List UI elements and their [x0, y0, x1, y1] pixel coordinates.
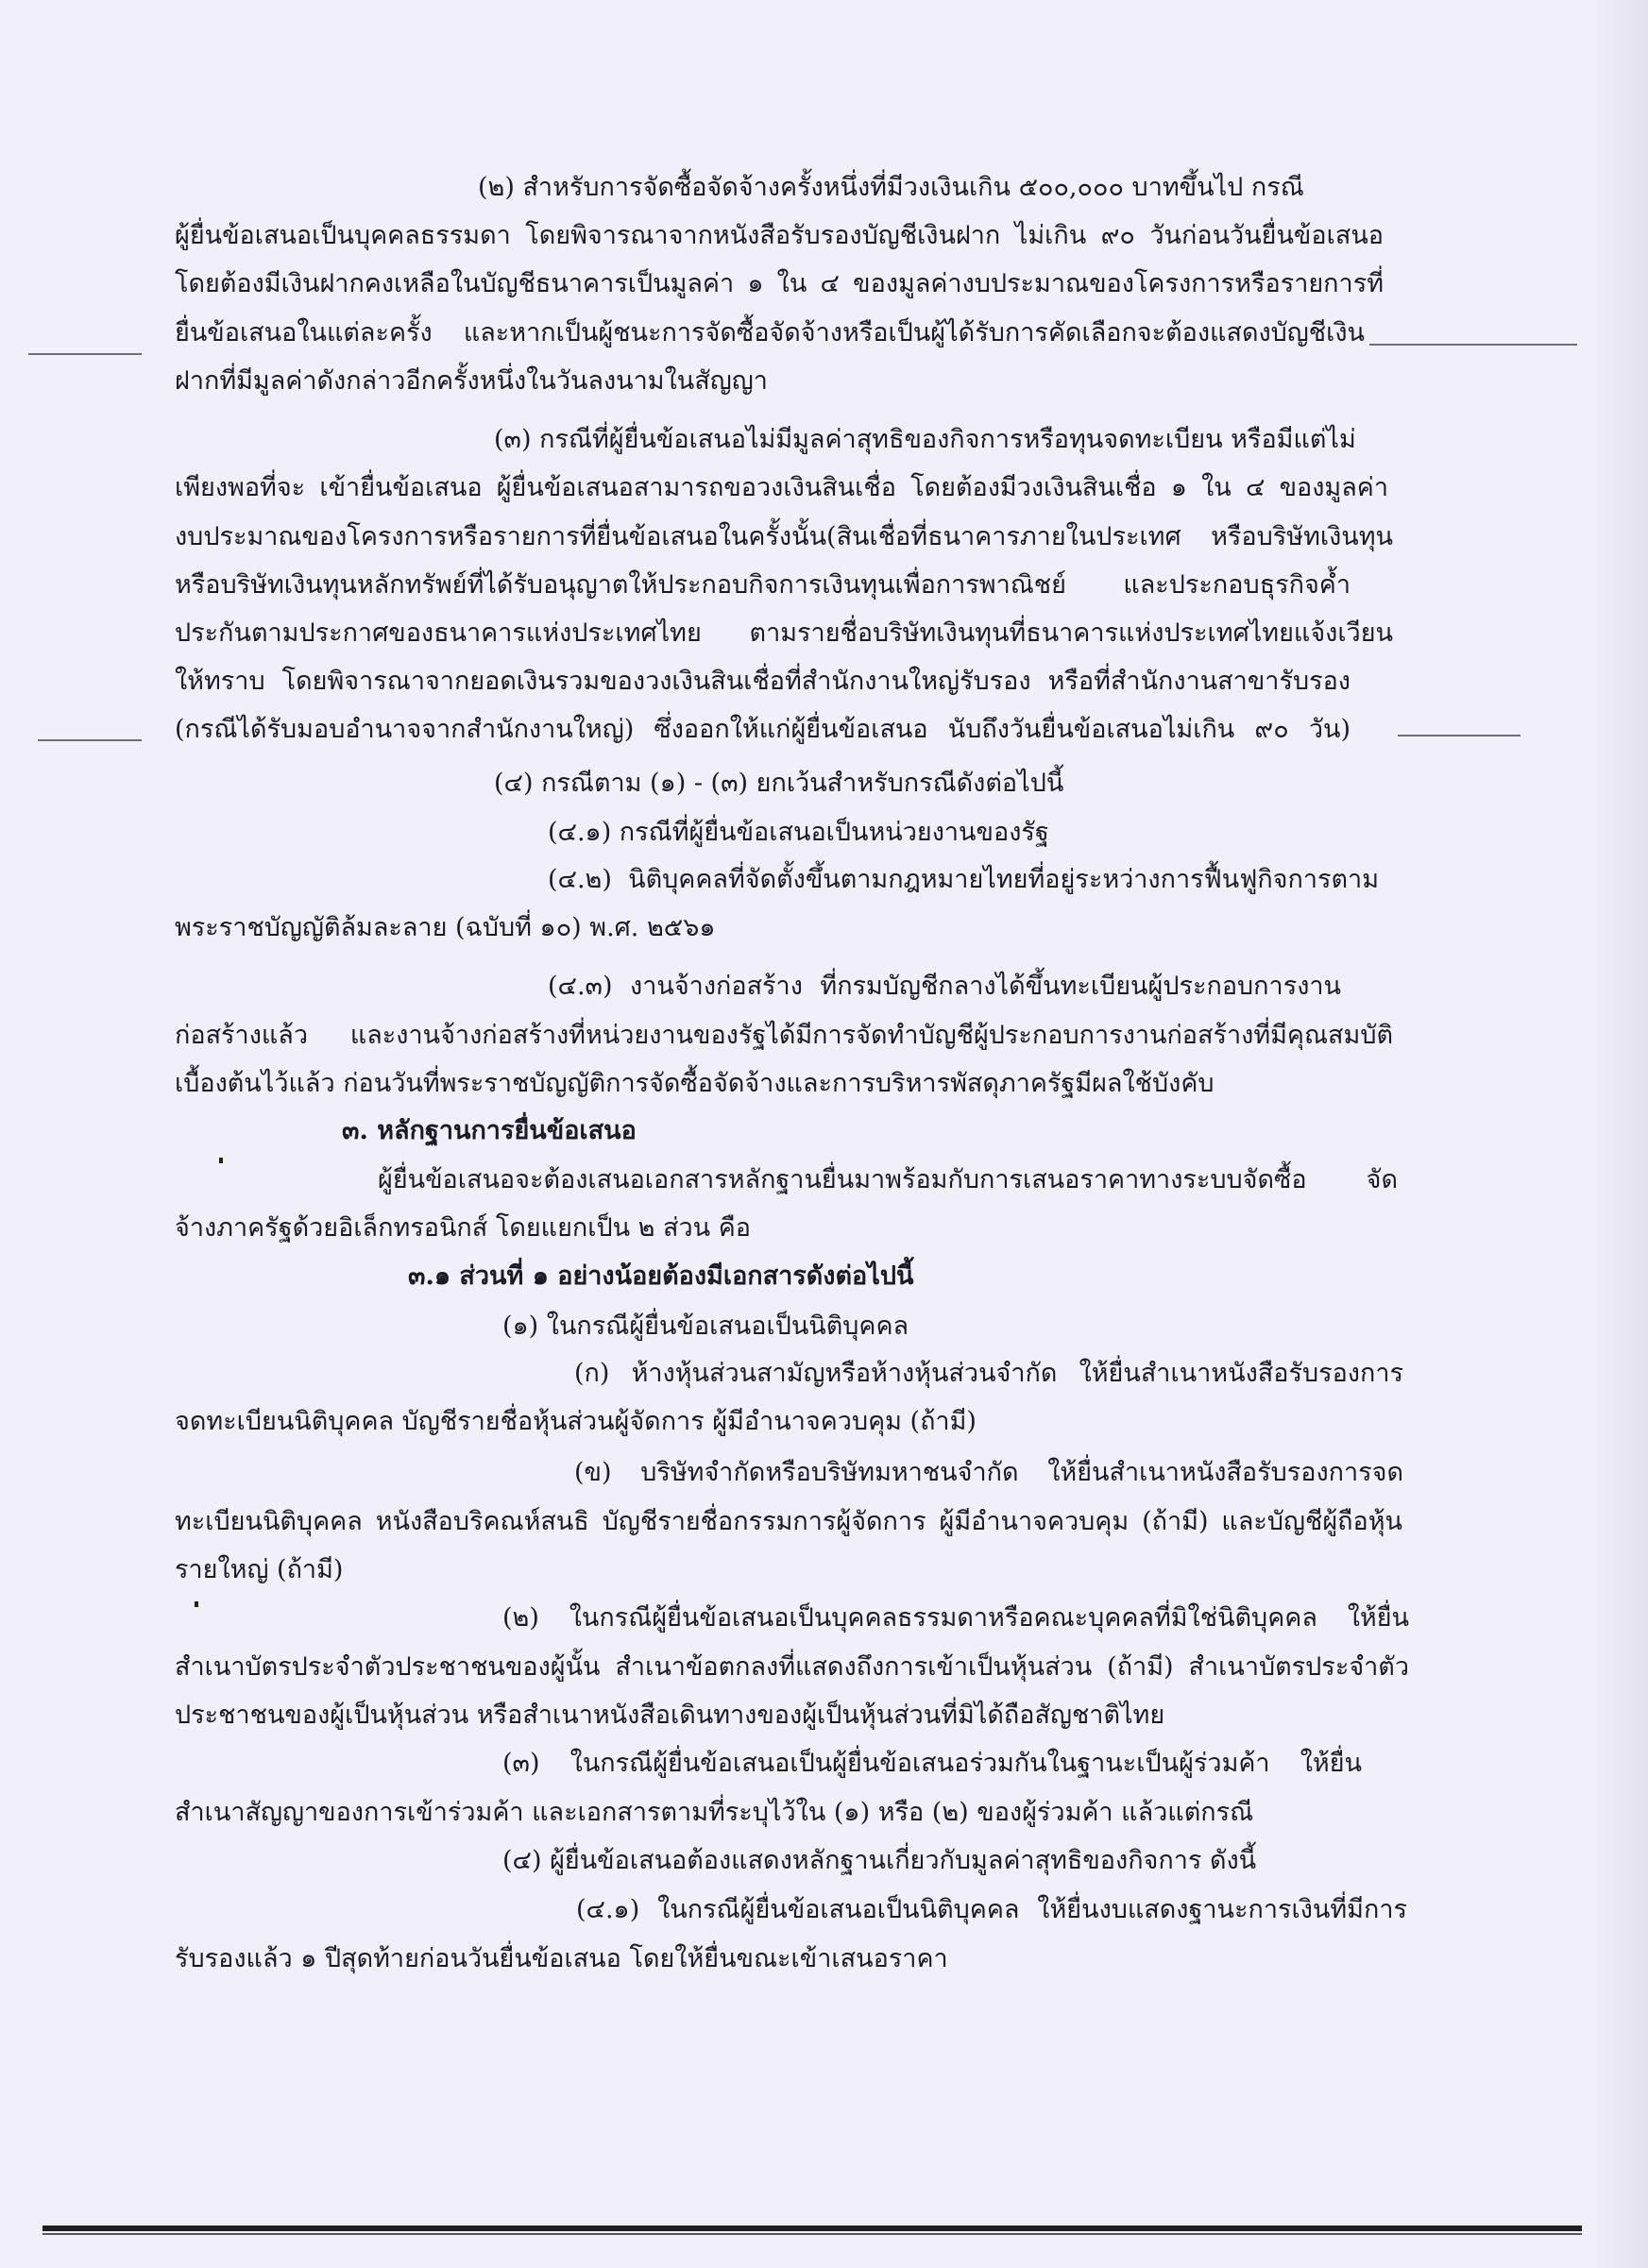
- paragraph-line: (๔.๑) ในกรณีผู้ยื่นข้อเสนอเป็นนิติบุคคล ให้ยื่นงบแสดงฐานะการเงินที่มีการ: [576, 1895, 1407, 1924]
- bottom-rule: [42, 2226, 1582, 2231]
- paragraph-line: (๔) กรณีตาม (๑) - (๓) ยกเว้นสำหรับกรณีดังต่อไปนี้: [494, 769, 1064, 798]
- paragraph-line: เบื้องต้นไว้แล้ว ก่อนวันที่พระราชบัญญัติการจัดซื้อจัดจ้างและการบริหารพัสดุภาครัฐมีผลใช้บังคับ: [175, 1069, 1215, 1098]
- paragraph-line: ผู้ยื่นข้อเสนอเป็นบุคคลธรรมดา โดยพิจารณาจากหนังสือรับรองบัญชีเงินฝาก ไม่เกิน ๙๐ วันก่อนวันยื่นข้อเสนอ: [175, 221, 1384, 250]
- paragraph-line: เพียงพอที่จะ เข้ายื่นข้อเสนอ ผู้ยื่นข้อเสนอสามารถขอวงเงินสินเชื่อ โดยต้องมีวงเงินสินเชื่อ ๑ ใน ๔ ของมูลค่า: [175, 473, 1388, 502]
- paragraph-line: พระราชบัญญัติล้มละลาย (ฉบับที่ ๑๐) พ.ศ. ๒๕๖๑: [175, 913, 716, 942]
- paragraph-line: หรือบริษัทเงินทุนหลักทรัพย์ที่ได้รับอนุญาตให้ประกอบกิจการเงินทุนเพื่อการพาณิชย์ และประกอบธุรกิจค้ำ: [175, 570, 1351, 600]
- scan-edge-shadow: [1591, 0, 1648, 2268]
- scan-speck: [219, 1158, 223, 1163]
- paragraph-line: (๑) ในกรณีผู้ยื่นข้อเสนอเป็นนิติบุคคล: [502, 1312, 909, 1341]
- bottom-rule-thin: [42, 2233, 1582, 2235]
- paragraph-line: ให้ทราบ โดยพิจารณาจากยอดเงินรวมของวงเงินสินเชื่อที่สำนักงานใหญ่รับรอง หรือที่สำนักงานสาขารับรอง: [175, 667, 1351, 696]
- paragraph-line: สำเนาบัตรประจำตัวประชาชนของผู้นั้น สำเนาข้อตกลงที่แสดงถึงการเข้าเป็นหุ้นส่วน (ถ้ามี) สำเนาบัตรประจำตัว: [175, 1652, 1409, 1682]
- paragraph-line: (๔.๓) งานจ้างก่อสร้าง ที่กรมบัญชีกลางได้ขึ้นทะเบียนผู้ประกอบการงาน: [548, 972, 1341, 1001]
- scan-speck: [195, 1601, 198, 1607]
- scan-artifact-line: [1398, 735, 1521, 736]
- paragraph-line: (๔.๒) นิติบุคคลที่จัดตั้งขึ้นตามกฎหมายไทยที่อยู่ระหว่างการฟื้นฟูกิจการตาม: [548, 865, 1379, 894]
- paragraph-line: ผู้ยื่นข้อเสนอจะต้องเสนอเอกสารหลักฐานยื่นมาพร้อมกับการเสนอราคาทางระบบจัดซื้อ จัด: [378, 1165, 1398, 1194]
- paragraph-line: จดทะเบียนนิติบุคคล บัญชีรายชื่อหุ้นส่วนผู้จัดการ ผู้มีอำนาจควบคุม (ถ้ามี): [175, 1407, 977, 1436]
- paragraph-line: (ข) บริษัทจำกัดหรือบริษัทมหาชนจำกัด ให้ยื่นสำเนาหนังสือรับรองการจด: [574, 1458, 1403, 1487]
- paragraph-line: (ก) ห้างหุ้นส่วนสามัญหรือห้างหุ้นส่วนจำกัด ให้ยื่นสำเนาหนังสือรับรองการ: [574, 1359, 1403, 1388]
- paragraph-line: (๒) สำหรับการจัดซื้อจัดจ้างครั้งหนึ่งที่มีวงเงินเกิน ๕๐๐,๐๐๐ บาทขึ้นไป กรณี: [478, 173, 1304, 202]
- paragraph-line: (๔.๑) กรณีที่ผู้ยื่นข้อเสนอเป็นหน่วยงานของรัฐ: [548, 818, 1049, 847]
- paragraph-line: ประกันตามประกาศของธนาคารแห่งประเทศไทย ตามรายชื่อบริษัทเงินทุนที่ธนาคารแห่งประเทศไทยแจ้งเวียน: [175, 618, 1393, 648]
- paragraph-line: ฝากที่มีมูลค่าดังกล่าวอีกครั้งหนึ่งในวันลงนามในสัญญา: [175, 366, 768, 396]
- paragraph-line: โดยต้องมีเงินฝากคงเหลือในบัญชีธนาคารเป็นมูลค่า ๑ ใน ๔ ของมูลค่างบประมาณของโครงการหรือรายการที่: [175, 269, 1384, 298]
- paragraph-line: (๒) ในกรณีผู้ยื่นข้อเสนอเป็นบุคคลธรรมดาหรือคณะบุคคลที่มิใช่นิติบุคคล ให้ยื่น: [502, 1603, 1409, 1633]
- section-heading: ๓. หลักฐานการยื่นข้อเสนอ: [342, 1116, 637, 1145]
- paragraph-line: ก่อสร้างแล้ว และงานจ้างก่อสร้างที่หน่วยงานของรัฐได้มีการจัดทำบัญชีผู้ประกอบการงานก่อสร้างที่มีคุณสมบัติ: [175, 1021, 1393, 1050]
- paragraph-line: (กรณีได้รับมอบอำนาจจากสำนักงานใหญ่) ซึ่งออกให้แก่ผู้ยื่นข้อเสนอ นับถึงวันยื่นข้อเสนอไม่เกิน ๙๐ วัน): [175, 715, 1351, 744]
- paragraph-line: ประชาชนของผู้เป็นหุ้นส่วน หรือสำเนาหนังสือเดินทางของผู้เป็นหุ้นส่วนที่มิได้ถือสัญชาติไทย: [175, 1701, 1165, 1730]
- paragraph-line: งบประมาณของโครงการหรือรายการที่ยื่นข้อเสนอในครั้งนั้น(สินเชื่อที่ธนาคารภายในประเทศ หรือบริษัทเงินทุน: [175, 522, 1393, 551]
- paragraph-line: รับรองแล้ว ๑ ปีสุดท้ายก่อนวันยื่นข้อเสนอ โดยให้ยื่นขณะเข้าเสนอราคา: [175, 1944, 948, 1973]
- scan-artifact-line: [38, 739, 142, 741]
- paragraph-line: จ้างภาครัฐด้วยอิเล็กทรอนิกส์ โดยแยกเป็น ๒ ส่วน คือ: [175, 1213, 751, 1243]
- scan-artifact-line: [1369, 344, 1577, 346]
- paragraph-line: ทะเบียนนิติบุคคล หนังสือบริคณห์สนธิ บัญชีรายชื่อกรรมการผู้จัดการ ผู้มีอำนาจควบคุม (ถ้ามี) และบัญชีผู้ถือหุ้น: [175, 1507, 1402, 1536]
- paragraph-line: สำเนาสัญญาของการเข้าร่วมค้า และเอกสารตามที่ระบุไว้ใน (๑) หรือ (๒) ของผู้ร่วมค้า แล้วแต่กรณี: [175, 1798, 1254, 1827]
- paragraph-line: (๓) กรณีที่ผู้ยื่นข้อเสนอไม่มีมูลค่าสุทธิของกิจการหรือทุนจดทะเบียน หรือมีแต่ไม่: [494, 425, 1356, 454]
- scan-artifact-line: [28, 353, 142, 355]
- paragraph-line: (๓) ในกรณีผู้ยื่นข้อเสนอเป็นผู้ยื่นข้อเสนอร่วมกันในฐานะเป็นผู้ร่วมค้า ให้ยื่น: [502, 1749, 1362, 1778]
- paragraph-line: (๔) ผู้ยื่นข้อเสนอต้องแสดงหลักฐานเกี่ยวกับมูลค่าสุทธิของกิจการ ดังนี้: [502, 1846, 1257, 1875]
- paragraph-line: ยื่นข้อเสนอในแต่ละครั้ง และหากเป็นผู้ชนะการจัดซื้อจัดจ้างหรือเป็นผู้ได้รับการคัดเลือกจะต้องแสดงบัญชีเงิน: [175, 318, 1365, 347]
- subsection-heading: ๓.๑ ส่วนที่ ๑ อย่างน้อยต้องมีเอกสารดังต่อไปนี้: [408, 1261, 914, 1291]
- paragraph-line: รายใหญ่ (ถ้ามี): [175, 1555, 344, 1584]
